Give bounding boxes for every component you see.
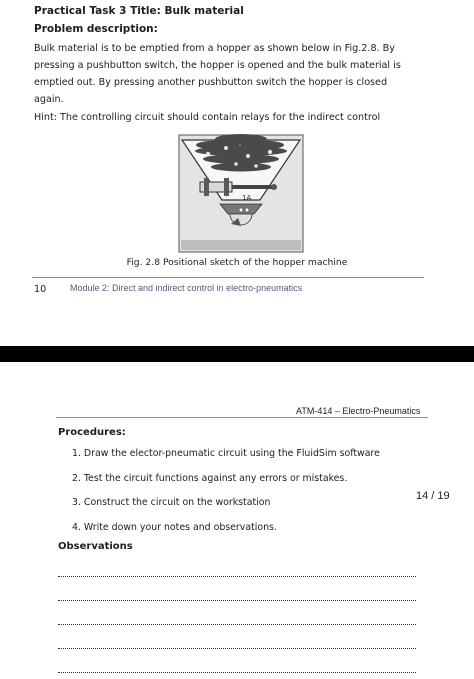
observation-line bbox=[58, 576, 416, 577]
page-header: ATM-414 – Electro-Pneumatics bbox=[296, 406, 421, 416]
observation-line bbox=[58, 648, 416, 649]
procedure-step: 3. Construct the circuit on the workstation bbox=[72, 497, 271, 508]
procedure-list bbox=[72, 446, 380, 544]
paragraph-line: pressing a pushbutton switch, the hopper is opened and the bulk material is bbox=[34, 60, 401, 71]
task-title: Practical Task 3 Title: Bulk material bbox=[34, 5, 244, 17]
page-footer: Module 2: Direct and indirect control in electro-pneumatics bbox=[70, 283, 303, 293]
page-counter: 14 / 19 bbox=[416, 490, 450, 502]
hint-text: Hint: The controlling circuit should contain relays for the indirect control bbox=[34, 112, 381, 123]
header-rule bbox=[56, 417, 428, 418]
procedure-step: 4. Write down your notes and observations. bbox=[72, 521, 277, 533]
figure-caption: Fig. 2.8 Positional sketch of the hopper machine bbox=[126, 257, 348, 268]
problem-heading: Problem description: bbox=[34, 23, 158, 35]
procedures-heading: Procedures: bbox=[58, 427, 126, 438]
paragraph-line: again. bbox=[34, 94, 64, 105]
observation-line bbox=[58, 672, 416, 673]
observation-line bbox=[58, 600, 416, 601]
paragraph-line: emptied out. By pressing another pushbutton switch the hopper is closed bbox=[34, 77, 388, 88]
page-separator bbox=[0, 346, 474, 362]
problem-paragraph bbox=[34, 40, 426, 108]
observation-line bbox=[58, 624, 416, 625]
observations-heading: Observations bbox=[58, 541, 133, 552]
cylinder-label: 1A bbox=[242, 194, 252, 202]
procedure-step: 2. Test the circuit functions against any errors or mistakes. bbox=[72, 472, 348, 484]
page-number: 10 bbox=[34, 284, 47, 295]
procedure-step: 1. Draw the elector-pneumatic circuit using the FluidSim software bbox=[72, 448, 380, 459]
page-rule bbox=[32, 277, 424, 278]
hopper-figure bbox=[178, 130, 304, 254]
base-plate bbox=[181, 240, 301, 250]
paragraph-line: Bulk material is to be emptied from a hopper as shown below in Fig.2.8. By bbox=[34, 43, 395, 54]
